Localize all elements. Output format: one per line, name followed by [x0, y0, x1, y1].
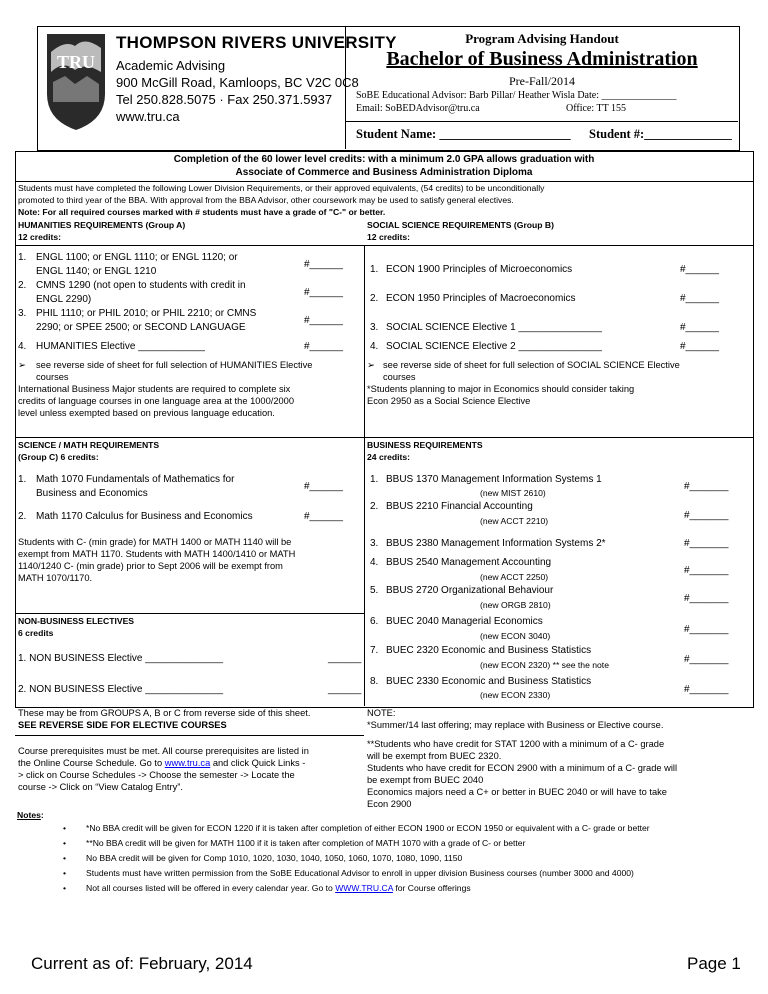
- group-b-num-3: 3.: [370, 322, 379, 333]
- group-a-num-2: 2.: [18, 280, 27, 291]
- bus-item-6: BUEC 2040 Managerial Economics: [386, 616, 543, 627]
- bus-note-1: *Summer/14 last offering; may replace with Business or Elective course.: [367, 720, 664, 730]
- group-c-num-1: 1.: [18, 474, 27, 485]
- group-b-title: SOCIAL SCIENCE REQUIREMENTS (Group B): [367, 220, 555, 230]
- group-c-title: SCIENCE / MATH REQUIREMENTS: [18, 440, 160, 450]
- group-a-blank-4[interactable]: #______: [304, 341, 343, 352]
- group-b-num-2: 2.: [370, 293, 379, 304]
- group-a-blank-3[interactable]: #______: [304, 315, 343, 326]
- nonbus-item-1: 1. NON BUSINESS Elective ______________: [18, 653, 224, 664]
- econ-note-1: *Students planning to major in Economics should consider taking: [367, 384, 635, 394]
- business-title: BUSINESS REQUIREMENTS: [367, 440, 483, 450]
- intl-note-2: credits of language courses in one language area at the 1000/2000: [18, 396, 295, 406]
- arrow-bullet-b: ➢: [367, 360, 375, 370]
- notes-title-text: Notes: [17, 810, 41, 820]
- completion-line2: Associate of Commerce and Business Administration Diploma: [235, 167, 533, 178]
- group-c-sub: (Group C) 6 credits:: [18, 452, 99, 462]
- bus-item-3: BBUS 2380 Management Information Systems 2*: [386, 538, 606, 549]
- bus-item-8-sub: (new ECON 2330): [480, 690, 551, 700]
- bus-blank-1[interactable]: #_______: [684, 481, 729, 492]
- group-b-num-4: 4.: [370, 341, 379, 352]
- nonbus-blank-1[interactable]: ______: [328, 653, 362, 664]
- intro-line1: Students must have completed the following Lower Division Requirements, or their approved equivalents, (54 credits) to be unconditionally: [18, 183, 545, 193]
- prereq-line-4: course -> Click on “View Catalog Entry”.: [18, 782, 183, 792]
- bus-num-4: 4.: [370, 557, 379, 568]
- bus-blank-7[interactable]: #_______: [684, 654, 729, 665]
- bus-item-4-sub: (new ACCT 2250): [480, 572, 549, 582]
- group-b-item-1: ECON 1900 Principles of Microeconomics: [386, 264, 573, 275]
- bus-blank-6[interactable]: #_______: [684, 624, 729, 635]
- bullet-dot: •: [63, 853, 67, 863]
- bus-blank-4[interactable]: #_______: [684, 565, 729, 576]
- university-name: THOMPSON RIVERS UNIVERSITY: [116, 33, 397, 52]
- header-divider-h: [345, 121, 738, 122]
- group-c-item-2: Math 1170 Calculus for Business and Economics: [36, 511, 253, 522]
- bus-item-1-sub: (new MIST 2610): [480, 488, 546, 498]
- bus-num-5: 5.: [370, 585, 379, 596]
- bus-num-3: 3.: [370, 538, 379, 549]
- group-a-blank-2[interactable]: #______: [304, 287, 343, 298]
- nonbus-blank-2[interactable]: ______: [328, 684, 362, 695]
- group-b-credits: 12 credits:: [367, 232, 410, 242]
- student-number-field[interactable]: Student #:______________: [589, 127, 732, 141]
- group-b-item-2: ECON 1950 Principles of Macroeconomics: [386, 293, 576, 304]
- tru-link[interactable]: www.tru.ca: [164, 758, 211, 768]
- group-a-item-2-cont: ENGL 2290): [36, 294, 92, 305]
- bus-item-4: BBUS 2540 Management Accounting: [386, 557, 552, 568]
- group-a-title: HUMANITIES REQUIREMENTS (Group A): [18, 220, 186, 230]
- bus-item-5-sub: (new ORGB 2810): [480, 600, 551, 610]
- completion-line1: Completion of the 60 lower level credits: with a minimum 2.0 GPA allows graduation with: [173, 154, 595, 165]
- prereq-line-2-b: and click Quick Links -: [210, 758, 306, 768]
- group-a-blank-1[interactable]: #______: [304, 259, 343, 270]
- tru-logo: [45, 32, 107, 132]
- bus-num-6: 6.: [370, 616, 379, 627]
- bus-item-7: BUEC 2320 Economic and Business Statistics: [386, 645, 592, 656]
- nonbus-title: NON-BUSINESS ELECTIVES: [18, 616, 135, 626]
- math-note-1: Students with C- (min grade) for MATH 1400 or MATH 1140 will be: [18, 537, 292, 547]
- group-a-item-1: ENGL 1100; or ENGL 1110; or ENGL 1120; or: [36, 252, 238, 263]
- office-line: Office: TT 155: [566, 103, 626, 114]
- group-a-see: see reverse side of sheet for full selection of HUMANITIES Elective: [36, 360, 313, 370]
- group-a-num-1: 1.: [18, 252, 27, 263]
- group-c-blank-1[interactable]: #______: [304, 481, 343, 492]
- bullet-dot: •: [63, 868, 67, 878]
- prereq-line-2: [18, 757, 305, 769]
- intro-line2: promoted to third year of the BBA. With approval from the BBA Advisor, other coursework may be used to satisfy general electives.: [18, 195, 514, 205]
- econ-note-2: Econ 2950 as a Social Science Elective: [367, 396, 531, 406]
- program-title: Bachelor of Business Administration: [386, 48, 698, 70]
- note-item-5-b: for Course offerings: [392, 883, 471, 893]
- group-b-see: see reverse side of sheet for full selection of SOCIAL SCIENCE Elective: [383, 360, 680, 370]
- intro-note: Note: For all required courses marked with # students must have a grade of "C-" or better.: [18, 207, 386, 217]
- bus-note-5: be exempt from BUEC 2040: [367, 775, 484, 785]
- math-note-4: MATH 1070/1170.: [18, 573, 93, 583]
- bullet-dot: •: [63, 823, 67, 833]
- group-a-item-2: CMNS 1290 (not open to students with credit in: [36, 280, 246, 291]
- prereq-line-1: Course prerequisites must be met. All course prerequisites are listed in: [18, 746, 309, 756]
- group-a-num-3: 3.: [18, 308, 27, 319]
- group-c-blank-2[interactable]: #______: [304, 511, 343, 522]
- group-b-see-cont: courses: [383, 372, 416, 382]
- nonbus-credits: 6 credits: [18, 628, 54, 638]
- dept-name: Academic Advising: [116, 58, 226, 73]
- bullet-dot: •: [63, 838, 67, 848]
- bus-num-2: 2.: [370, 501, 379, 512]
- handout-title: Program Advising Handout: [465, 31, 619, 46]
- group-a-item-3: PHIL 1110; or PHIL 2010; or PHIL 2210; or CMNS: [36, 308, 257, 319]
- bus-item-8: BUEC 2330 Economic and Business Statistics: [386, 676, 592, 687]
- bus-item-7-sub: (new ECON 2320) ** see the note: [480, 660, 609, 670]
- group-a-num-4: 4.: [18, 341, 27, 352]
- student-name-field[interactable]: Student Name: _____________________: [356, 127, 571, 141]
- bus-blank-2[interactable]: #_______: [684, 510, 729, 521]
- bus-note-title: NOTE:: [367, 708, 396, 718]
- note-item-1: *No BBA credit will be given for ECON 1220 if it is taken after completion of either ECON 1900 or ECON 1950 or equivalent with a C- grade or better: [86, 823, 650, 833]
- group-b-item-4: SOCIAL SCIENCE Elective 2 _______________: [386, 341, 602, 352]
- group-c-num-2: 2.: [18, 511, 27, 522]
- bus-item-6-sub: (new ECON 3040): [480, 631, 551, 641]
- notes-title: [17, 810, 44, 821]
- bullet-dot: •: [63, 883, 67, 893]
- term: Pre-Fall/2014: [509, 74, 575, 88]
- website: www.tru.ca: [116, 109, 180, 124]
- notes-colon: :: [40, 810, 44, 820]
- group-c-item-1-cont: Business and Economics: [36, 488, 148, 499]
- email-line: Email: SoBEDAdvisor@tru.ca: [356, 103, 480, 114]
- group-a-item-4: HUMANITIES Elective ____________: [36, 341, 205, 352]
- bus-num-8: 8.: [370, 676, 379, 687]
- group-b-blank-3[interactable]: #______: [680, 322, 719, 333]
- business-credits: 24 credits:: [367, 452, 410, 462]
- note-item-5: [86, 883, 471, 894]
- group-c-item-1: Math 1070 Fundamentals of Mathematics for: [36, 474, 235, 485]
- nonbus-item-2: 2. NON BUSINESS Elective ______________: [18, 684, 224, 695]
- group-b-blank-2[interactable]: #______: [680, 293, 719, 304]
- math-note-2: exempt from MATH 1170. Students with MATH 1400/1410 or MATH: [18, 549, 296, 559]
- prereq-line-3: > click on Course Schedules -> Choose the semester -> Locate the: [18, 770, 295, 780]
- bus-note-6: Economics majors need a C+ or better in BUEC 2040 or will have to take: [367, 787, 667, 797]
- bus-num-1: 1.: [370, 474, 379, 485]
- bus-item-1: BBUS 1370 Management Information Systems 1: [386, 474, 602, 485]
- note-item-5-a: Not all courses listed will be offered in every calendar year. Go to: [86, 883, 336, 893]
- math-note-3: 1140/1240 C- (min grade) prior to Sept 2006 will be exempt from: [18, 561, 283, 571]
- current-as-of: Current as of: February, 2014: [31, 954, 253, 973]
- group-b-blank-1[interactable]: #______: [680, 264, 719, 275]
- bus-num-7: 7.: [370, 645, 379, 656]
- intl-note-3: level unless exempted based on previous language education.: [18, 408, 275, 418]
- note-item-2: **No BBA credit will be given for MATH 1100 if it is taken after completion of MATH 1070 with a grade of C- or better: [86, 838, 526, 848]
- advisor-line: SoBE Educational Advisor: Barb Pillar/ Heather Wisla Date: _______________: [356, 90, 677, 101]
- group-a-see-cont: courses: [36, 372, 69, 382]
- bus-item-2-sub: (new ACCT 2210): [480, 516, 549, 526]
- bus-blank-5[interactable]: #_______: [684, 593, 729, 604]
- bus-item-5: BBUS 2720 Organizational Behaviour: [386, 585, 554, 596]
- bus-note-4: Students who have credit for ECON 2900 with a minimum of a C- grade will: [367, 763, 678, 773]
- phone-fax: Tel 250.828.5075 · Fax 250.371.5937: [116, 92, 333, 107]
- nonbus-note-1: These may be from GROUPS A, B or C from reverse side of this sheet.: [18, 708, 311, 718]
- svg-text:TRU: TRU: [56, 52, 96, 72]
- prereq-line-2-a: the Online Course Schedule. Go to: [18, 758, 165, 768]
- tru-courses-link[interactable]: WWW.TRU.CA: [335, 883, 393, 893]
- intl-note-1: International Business Major students are required to complete six: [18, 384, 291, 394]
- address: 900 McGill Road, Kamloops, BC V2C 0C8: [116, 75, 359, 90]
- bus-blank-8[interactable]: #_______: [684, 684, 729, 695]
- note-item-4: Students must have written permission from the SoBE Educational Advisor to enroll in upper division Business courses (number 3000 and 4000): [86, 868, 634, 878]
- page-number: Page 1: [687, 954, 741, 973]
- group-b-item-3: SOCIAL SCIENCE Elective 1 _______________: [386, 322, 602, 333]
- arrow-bullet-a: ➢: [18, 360, 26, 370]
- bus-note-3: will be exempt from BUEC 2320.: [367, 751, 502, 761]
- group-b-num-1: 1.: [370, 264, 379, 275]
- bus-item-2: BBUS 2210 Financial Accounting: [386, 501, 533, 512]
- bus-note-2: **Students who have credit for STAT 1200 with a minimum of a C- grade: [367, 739, 665, 749]
- group-b-blank-4[interactable]: #______: [680, 341, 719, 352]
- bus-note-7: Econ 2900: [367, 799, 412, 809]
- nonbus-note-2: SEE REVERSE SIDE FOR ELECTIVE COURSES: [18, 720, 227, 730]
- group-a-item-3-cont: 2290; or SPEE 2500; or SECOND LANGUAGE: [36, 322, 246, 333]
- bus-blank-3[interactable]: #_______: [684, 538, 729, 549]
- group-a-item-1-cont: ENGL 1140; or ENGL 1210: [36, 266, 157, 277]
- note-item-3: No BBA credit will be given for Comp 1010, 1020, 1030, 1040, 1050, 1060, 1070, 1080, 1090, 1150: [86, 853, 463, 863]
- group-a-credits: 12 credits:: [18, 232, 61, 242]
